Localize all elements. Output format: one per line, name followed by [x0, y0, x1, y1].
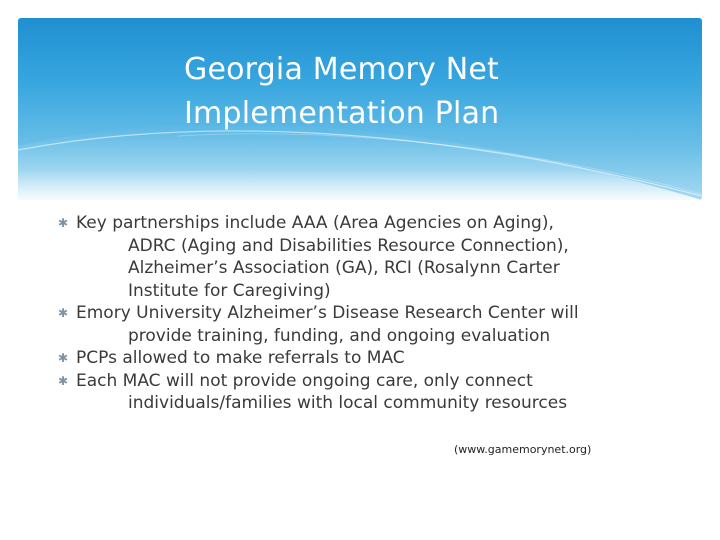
- bullet-emory-university: [58, 302, 676, 347]
- bullet-line: Key partnerships include AAA (Area Agencies on Aging),: [76, 213, 554, 233]
- bullet-line: Each MAC will not provide ongoing care, only connect: [76, 370, 533, 391]
- slide-title: [184, 48, 574, 136]
- asterisk-bullet-icon: ✱: [58, 373, 69, 388]
- bullet-line: individuals/families with local community resources: [128, 393, 568, 413]
- source-citation: (www.gamemorynet.org): [454, 443, 592, 456]
- asterisk-bullet-icon: ✱: [58, 216, 69, 230]
- bullet-mac-care: [58, 370, 676, 415]
- bullet-line: Emory University Alzheimer’s Disease Research Center will: [76, 303, 579, 323]
- bullet-line: PCPs allowed to make referrals to MAC: [76, 348, 405, 368]
- slide-title-line-2: Implementation Plan: [184, 96, 500, 131]
- bullet-list: [58, 212, 676, 415]
- asterisk-bullet-icon: ✱: [58, 351, 69, 365]
- title-header-band: [18, 18, 702, 200]
- slide-content: [58, 212, 676, 415]
- bullet-line: ADRC (Aging and Disabilities Resource Connection),: [128, 235, 569, 256]
- bullet-line: Institute for Caregiving): [128, 280, 331, 301]
- bullet-pcp-referrals: [58, 347, 676, 370]
- asterisk-bullet-icon: ✱: [58, 306, 69, 320]
- slide-title-line-1: Georgia Memory Net: [184, 52, 499, 87]
- bullet-key-partnerships: [58, 212, 676, 302]
- bullet-line: Alzheimer’s Association (GA), RCI (Rosalynn Carter: [128, 258, 560, 278]
- bullet-line: provide training, funding, and ongoing evaluation: [128, 325, 551, 346]
